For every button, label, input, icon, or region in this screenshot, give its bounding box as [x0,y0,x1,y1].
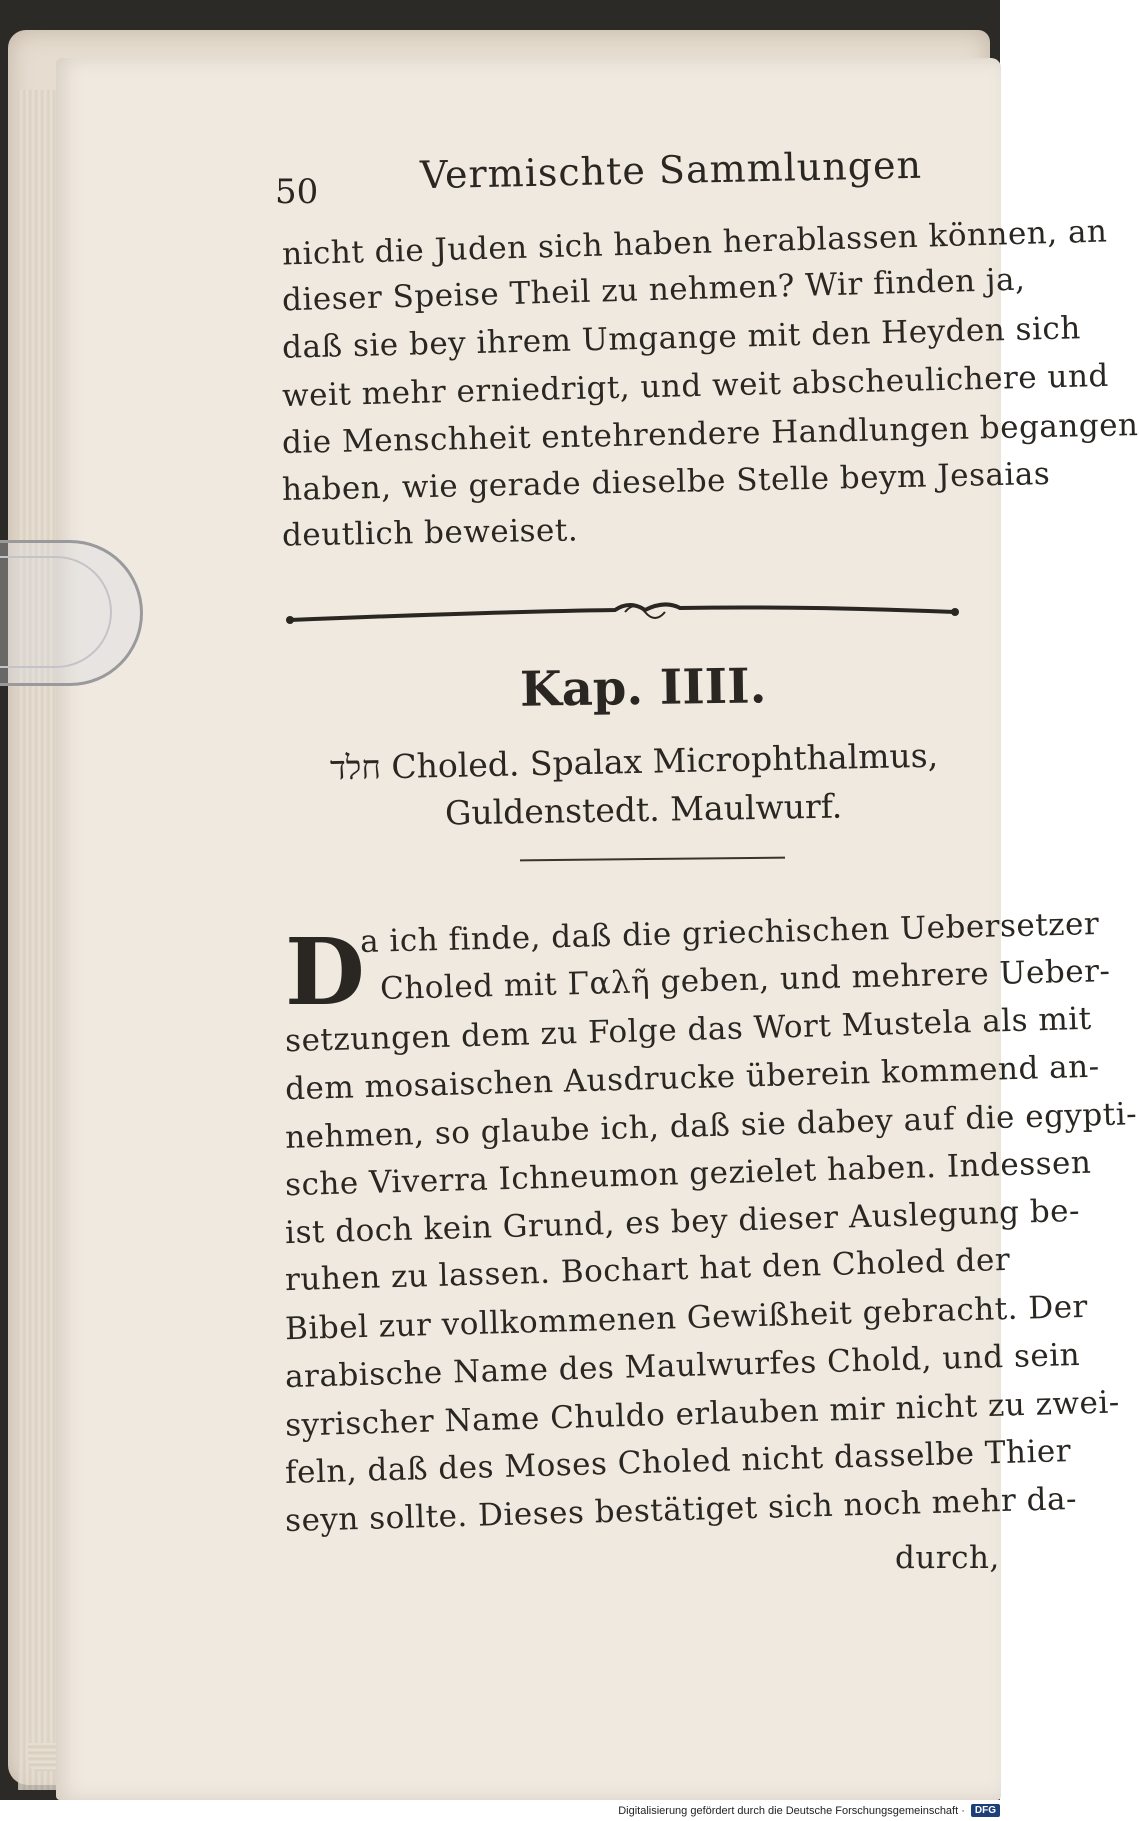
text-line: haben, wie gerade dieselbe Stelle beym Jesaias [281,455,1051,509]
text-line: nicht die Juden sich haben herablassen können, an [281,213,1108,273]
text-line: Bibel zur vollkommenen Gewißheit gebracht. Der [284,1288,1089,1348]
text-line: weit mehr erniedrigt, und weit abscheulichere und [281,357,1110,415]
footer-credit [610,1800,1000,1821]
ornamental-rule [285,590,965,630]
page-edges-left [18,90,58,1790]
text-line: setzungen dem zu Folge das Wort Mustela als mit [284,1000,1093,1060]
text-line: nehmen, so glaube ich, daß sie dabey auf die egypti- [284,1096,1138,1156]
chapter-heading-line1: חלד Choled. Spalax Microphthalmus, [329,735,939,788]
text-line: ruhen zu lassen. Bochart hat den Choled der [284,1241,1011,1299]
text-line: Choled mit Γαλῆ geben, und mehrere Ueber- [379,953,1111,1007]
text-line: feln, daß des Moses Choled nicht dasselbe Thier [284,1433,1072,1491]
dfg-logo-icon: DFG [971,1804,1000,1817]
text-line: sche Viverra Ichneumon gezielet haben. Indessen [284,1144,1092,1204]
page-number: 50 [275,172,319,212]
running-header: Vermischte Sammlungen [419,142,923,198]
text-line: daß sie bey ihrem Umgange mit den Heyden sich [281,310,1082,366]
text-line: dieser Speise Theil zu nehmen? Wir finden ja, [281,261,1026,319]
drop-cap: D [285,918,365,1026]
chapter-title: Kap. IIII. [519,658,767,718]
paper-clip-inner [0,556,112,668]
text-line: ist doch kein Grund, es bey dieser Auslegung be- [284,1192,1081,1252]
text-line: die Menschheit entehrendere Handlungen begangen [281,407,1139,461]
footer-text: Digitalisierung gefördert durch die Deutsche Forschungsgemeinschaft · [618,1804,965,1817]
text-line: syrischer Name Chuldo erlauben mir nicht zu zwei- [284,1384,1121,1444]
text-line: seyn sollte. Dieses bestätiget sich noch mehr da- [284,1480,1078,1540]
chapter-heading-line2: Guldenstedt. Maulwurf. [444,786,843,833]
text-line: dem mosaischen Ausdrucke überein kommend an- [284,1048,1101,1108]
text-line: a ich finde, daß die griechischen Uebersetzer [359,905,1100,961]
catchword: durch, [895,1540,1000,1576]
text-line: deutlich beweiset. [281,512,579,554]
text-line: arabische Name des Maulwurfes Chold, und sein [284,1336,1081,1396]
